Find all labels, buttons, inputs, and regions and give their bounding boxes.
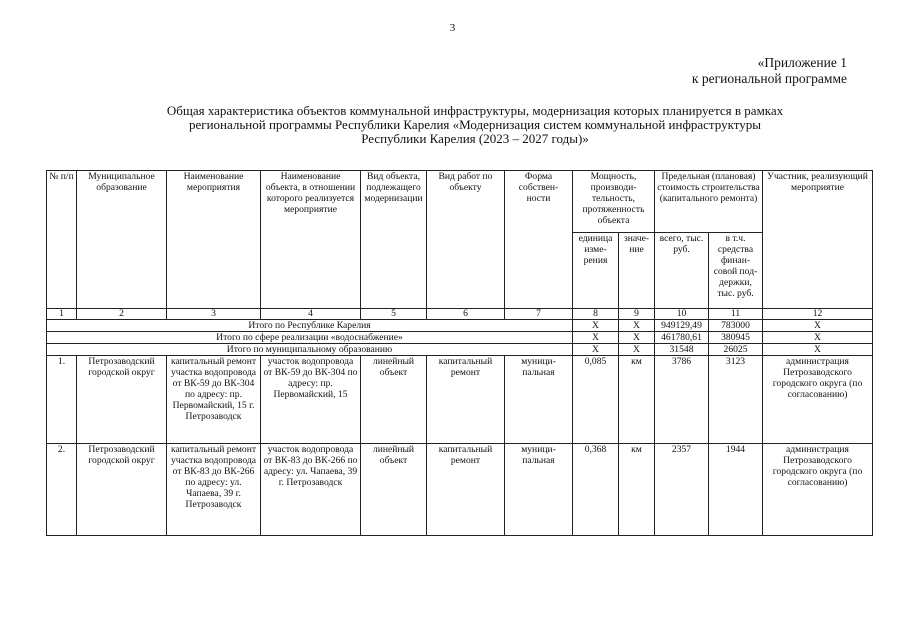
row-object: участок водопровода от ВК-59 до ВК-304 по адресу: пр. Первомайский, 15 [261, 356, 361, 444]
row-number: 1. [47, 356, 77, 444]
column-number: 6 [427, 309, 505, 320]
column-number: 2 [77, 309, 167, 320]
total-support: 783000 [709, 320, 763, 332]
row-participant: администрация Петрозаводского городского округа (по согласованию) [763, 356, 873, 444]
header-capacity: Мощность, производи-тельность, протяженность объекта [573, 171, 655, 233]
title-line-3: Республики Карелия (2023 – 2027 годы)» [361, 131, 589, 146]
objects-table [46, 170, 873, 536]
total-value: X [619, 320, 655, 332]
header-number: № п/п [47, 171, 77, 309]
page-number: 3 [449, 22, 456, 34]
row-ownership: муници-пальная [505, 444, 573, 536]
column-number: 3 [167, 309, 261, 320]
header-value: значе-ние [619, 233, 655, 309]
title-line-1: Общая характеристика объектов коммунальной инфраструктуры, модернизация которых планируется в рамках [166, 103, 784, 118]
total-unit: X [573, 320, 619, 332]
table-row [47, 444, 873, 536]
header-support: в т.ч. средства финан-совой под-держки, тыс. руб. [709, 233, 763, 309]
column-number: 9 [619, 309, 655, 320]
row-value: км [619, 444, 655, 536]
document-title [100, 104, 850, 146]
row-object: участок водопровода от ВК-83 до ВК-266 по адресу: ул. Чапаева, 39 г. Петрозаводск [261, 444, 361, 536]
total-label: Итого по сфере реализации «водоснабжение» [47, 332, 573, 344]
total-unit: X [573, 344, 619, 356]
total-participant: X [763, 320, 873, 332]
row-participant: администрация Петрозаводского городского округа (по согласованию) [763, 444, 873, 536]
appendix-line-2: к региональной программе [691, 71, 847, 86]
row-municipality: Петрозаводский городской округ [77, 444, 167, 536]
row-total: 2357 [655, 444, 709, 536]
total-row-republic [47, 320, 873, 332]
row-activity: капитальный ремонт участка водопровода от ВК-59 до ВК-304 по адресу: пр. Первомайский, 15 г. Петрозаводск [167, 356, 261, 444]
column-number: 1 [47, 309, 77, 320]
total-cost: 31548 [655, 344, 709, 356]
total-unit: X [573, 332, 619, 344]
appendix-label [692, 55, 847, 87]
row-ownership: муници-пальная [505, 356, 573, 444]
total-value: X [619, 344, 655, 356]
row-unit: 0,085 [573, 356, 619, 444]
title-line-2: региональной программы Республики Карелия «Модернизация систем коммунальной инфраструктуры [188, 117, 761, 132]
row-unit: 0,368 [573, 444, 619, 536]
total-label: Итого по муниципальному образованию [47, 344, 573, 356]
total-support: 26025 [709, 344, 763, 356]
total-label: Итого по Республике Карелия [47, 320, 573, 332]
row-object-type: линейный объект [361, 356, 427, 444]
total-cost: 949129,49 [655, 320, 709, 332]
row-object-type: линейный объект [361, 444, 427, 536]
table-row [47, 356, 873, 444]
total-participant: X [763, 344, 873, 356]
column-number: 11 [709, 309, 763, 320]
header-object-type: Вид объекта, подлежащего модернизации [361, 171, 427, 309]
header-total: всего, тыс. руб. [655, 233, 709, 309]
header-cost: Предельная (плановая) стоимость строительства (капитального ремонта) [655, 171, 763, 233]
row-work-type: капитальный ремонт [427, 356, 505, 444]
header-work-type: Вид работ по объекту [427, 171, 505, 309]
total-value: X [619, 332, 655, 344]
row-total: 3786 [655, 356, 709, 444]
total-row-municipality [47, 344, 873, 356]
column-number: 7 [505, 309, 573, 320]
total-participant: X [763, 332, 873, 344]
column-number: 12 [763, 309, 873, 320]
appendix-line-1: «Приложение 1 [757, 55, 847, 70]
header-activity: Наименование мероприятия [167, 171, 261, 309]
column-number: 5 [361, 309, 427, 320]
header-participant: Участник, реализующий мероприятие [763, 171, 873, 309]
row-activity: капитальный ремонт участка водопровода от ВК-83 до ВК-266 по адресу: ул. Чапаева, 39 г. Петрозаводск [167, 444, 261, 536]
row-work-type: капитальный ремонт [427, 444, 505, 536]
header-municipality: Муниципальное образование [77, 171, 167, 309]
row-number: 2. [47, 444, 77, 536]
total-support: 380945 [709, 332, 763, 344]
header-unit: единица изме-рения [573, 233, 619, 309]
row-municipality: Петрозаводский городской округ [77, 356, 167, 444]
row-value: км [619, 356, 655, 444]
total-cost: 461780,61 [655, 332, 709, 344]
header-object: Наименование объекта, в отношении которого реализуется мероприятие [261, 171, 361, 309]
column-number: 8 [573, 309, 619, 320]
row-support: 1944 [709, 444, 763, 536]
column-number: 10 [655, 309, 709, 320]
column-number: 4 [261, 309, 361, 320]
row-support: 3123 [709, 356, 763, 444]
header-ownership: Форма собствен-ности [505, 171, 573, 309]
total-row-water-supply [47, 332, 873, 344]
